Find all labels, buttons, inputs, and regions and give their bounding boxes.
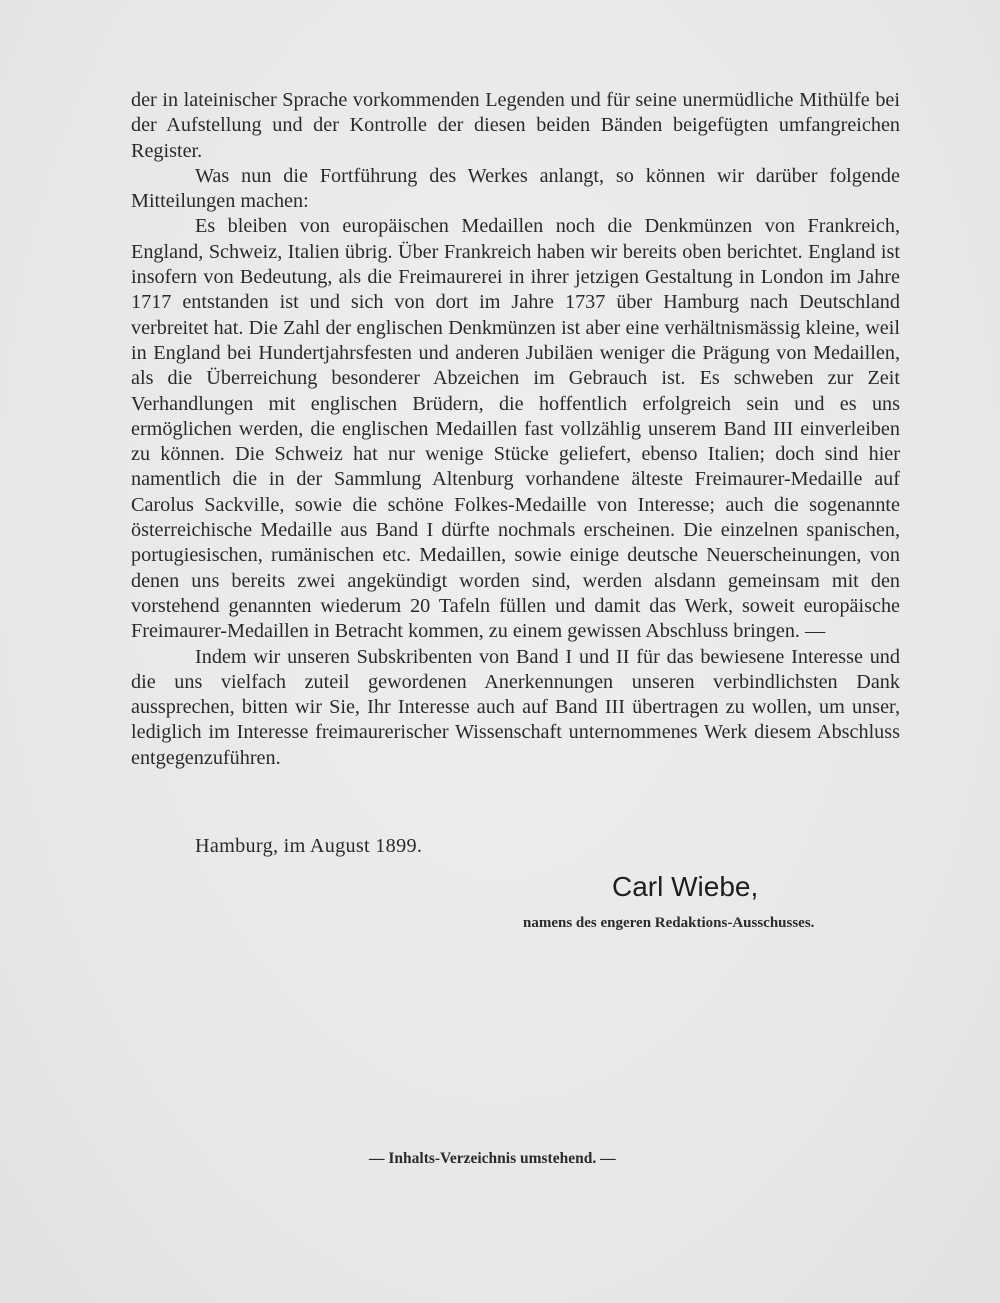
paragraph-continuation: Was nun die Fortführung des Werkes anlangt, so können wir darüber folgende Mitteilungen machen: (131, 164, 900, 213)
signature-subtitle: namens des engeren Redaktions-Ausschusses. (523, 915, 815, 931)
paragraph-remaining-medals: Es bleiben von europäischen Medaillen noch die Denkmünzen von Frankreich, England, Schweiz, Italien übrig. Über Frankreich haben wir bereits oben berichtet. England ist insofern von Bedeutung, als die Freimaurerei in ihrer jetzigen Gestaltung in London im Jahre 1717 entstanden ist und sich von dort im Jahre 1737 über Hamburg nach Deutschland verbreitet hat. Die Zahl der englischen Denkmünzen ist aber eine verhältnismässig kleine, weil in England bei Hundertjahrsfesten und anderen Jubiläen weniger die Prägung von Medaillen, als die Überreichung besonderer Abzeichen im Gebrauch ist. Es schweben zur Zeit Verhandlungen mit englischen Brüdern, die hoffentlich erfolgreich sein und es uns ermöglichen werden, die englischen Medaillen fast vollzählig unserem Band III einverleiben zu können. Die Schweiz hat nur wenige Stücke geliefert, ebenso Italien; doch sind hier namentlich die in der Sammlung Altenburg vorhandene älteste Freimaurer-Medaille auf Carolus Sackville, sowie die schöne Folkes-Medaille von Interesse; auch die sogenannte österreichische Medaille aus Band I dürfte nochmals erscheinen. Die einzelnen spanischen, portugiesischen, rumänischen etc. Medaillen, sowie einige deutsche Neuerscheinungen, von denen uns bereits zwei angekündigt worden sind, werden alsdann gemeinsam mit den vorstehend genannten wiederum 20 Tafeln füllen und damit das Werk, soweit europäische Freimaurer-Medaillen in Betracht kommen, zu einem gewissen Abschluss bringen. — (131, 215, 900, 643)
paragraph-register: der in lateinischer Sprache vorkommenden Legenden und für seine unermüdliche Mithülfe bei der Aufstellung und der Kontrolle der diesen beiden Bänden beigefügten umfangreichen Register. (131, 89, 900, 162)
place-date-line: Hamburg, im August 1899. (195, 835, 423, 857)
paragraph-thanks: Indem wir unseren Subskribenten von Band I und II für das bewiesene Interesse und die uns vielfach zuteil gewordenen Anerkennungen unseren verbindlichsten Dank aussprechen, bitten wir Sie, Ihr Interesse auch auf Band III übertragen zu wollen, um unser, lediglich im Interesse freimaurerischer Wissenschaft unternommenes Werk diesem Abschluss entgegenzuführen. (131, 645, 900, 769)
footer-note: — Inhalts-Verzeichnis umstehend. — (369, 1150, 616, 1167)
signature-name: Carl Wiebe, (612, 871, 759, 902)
body-text (131, 88, 900, 771)
